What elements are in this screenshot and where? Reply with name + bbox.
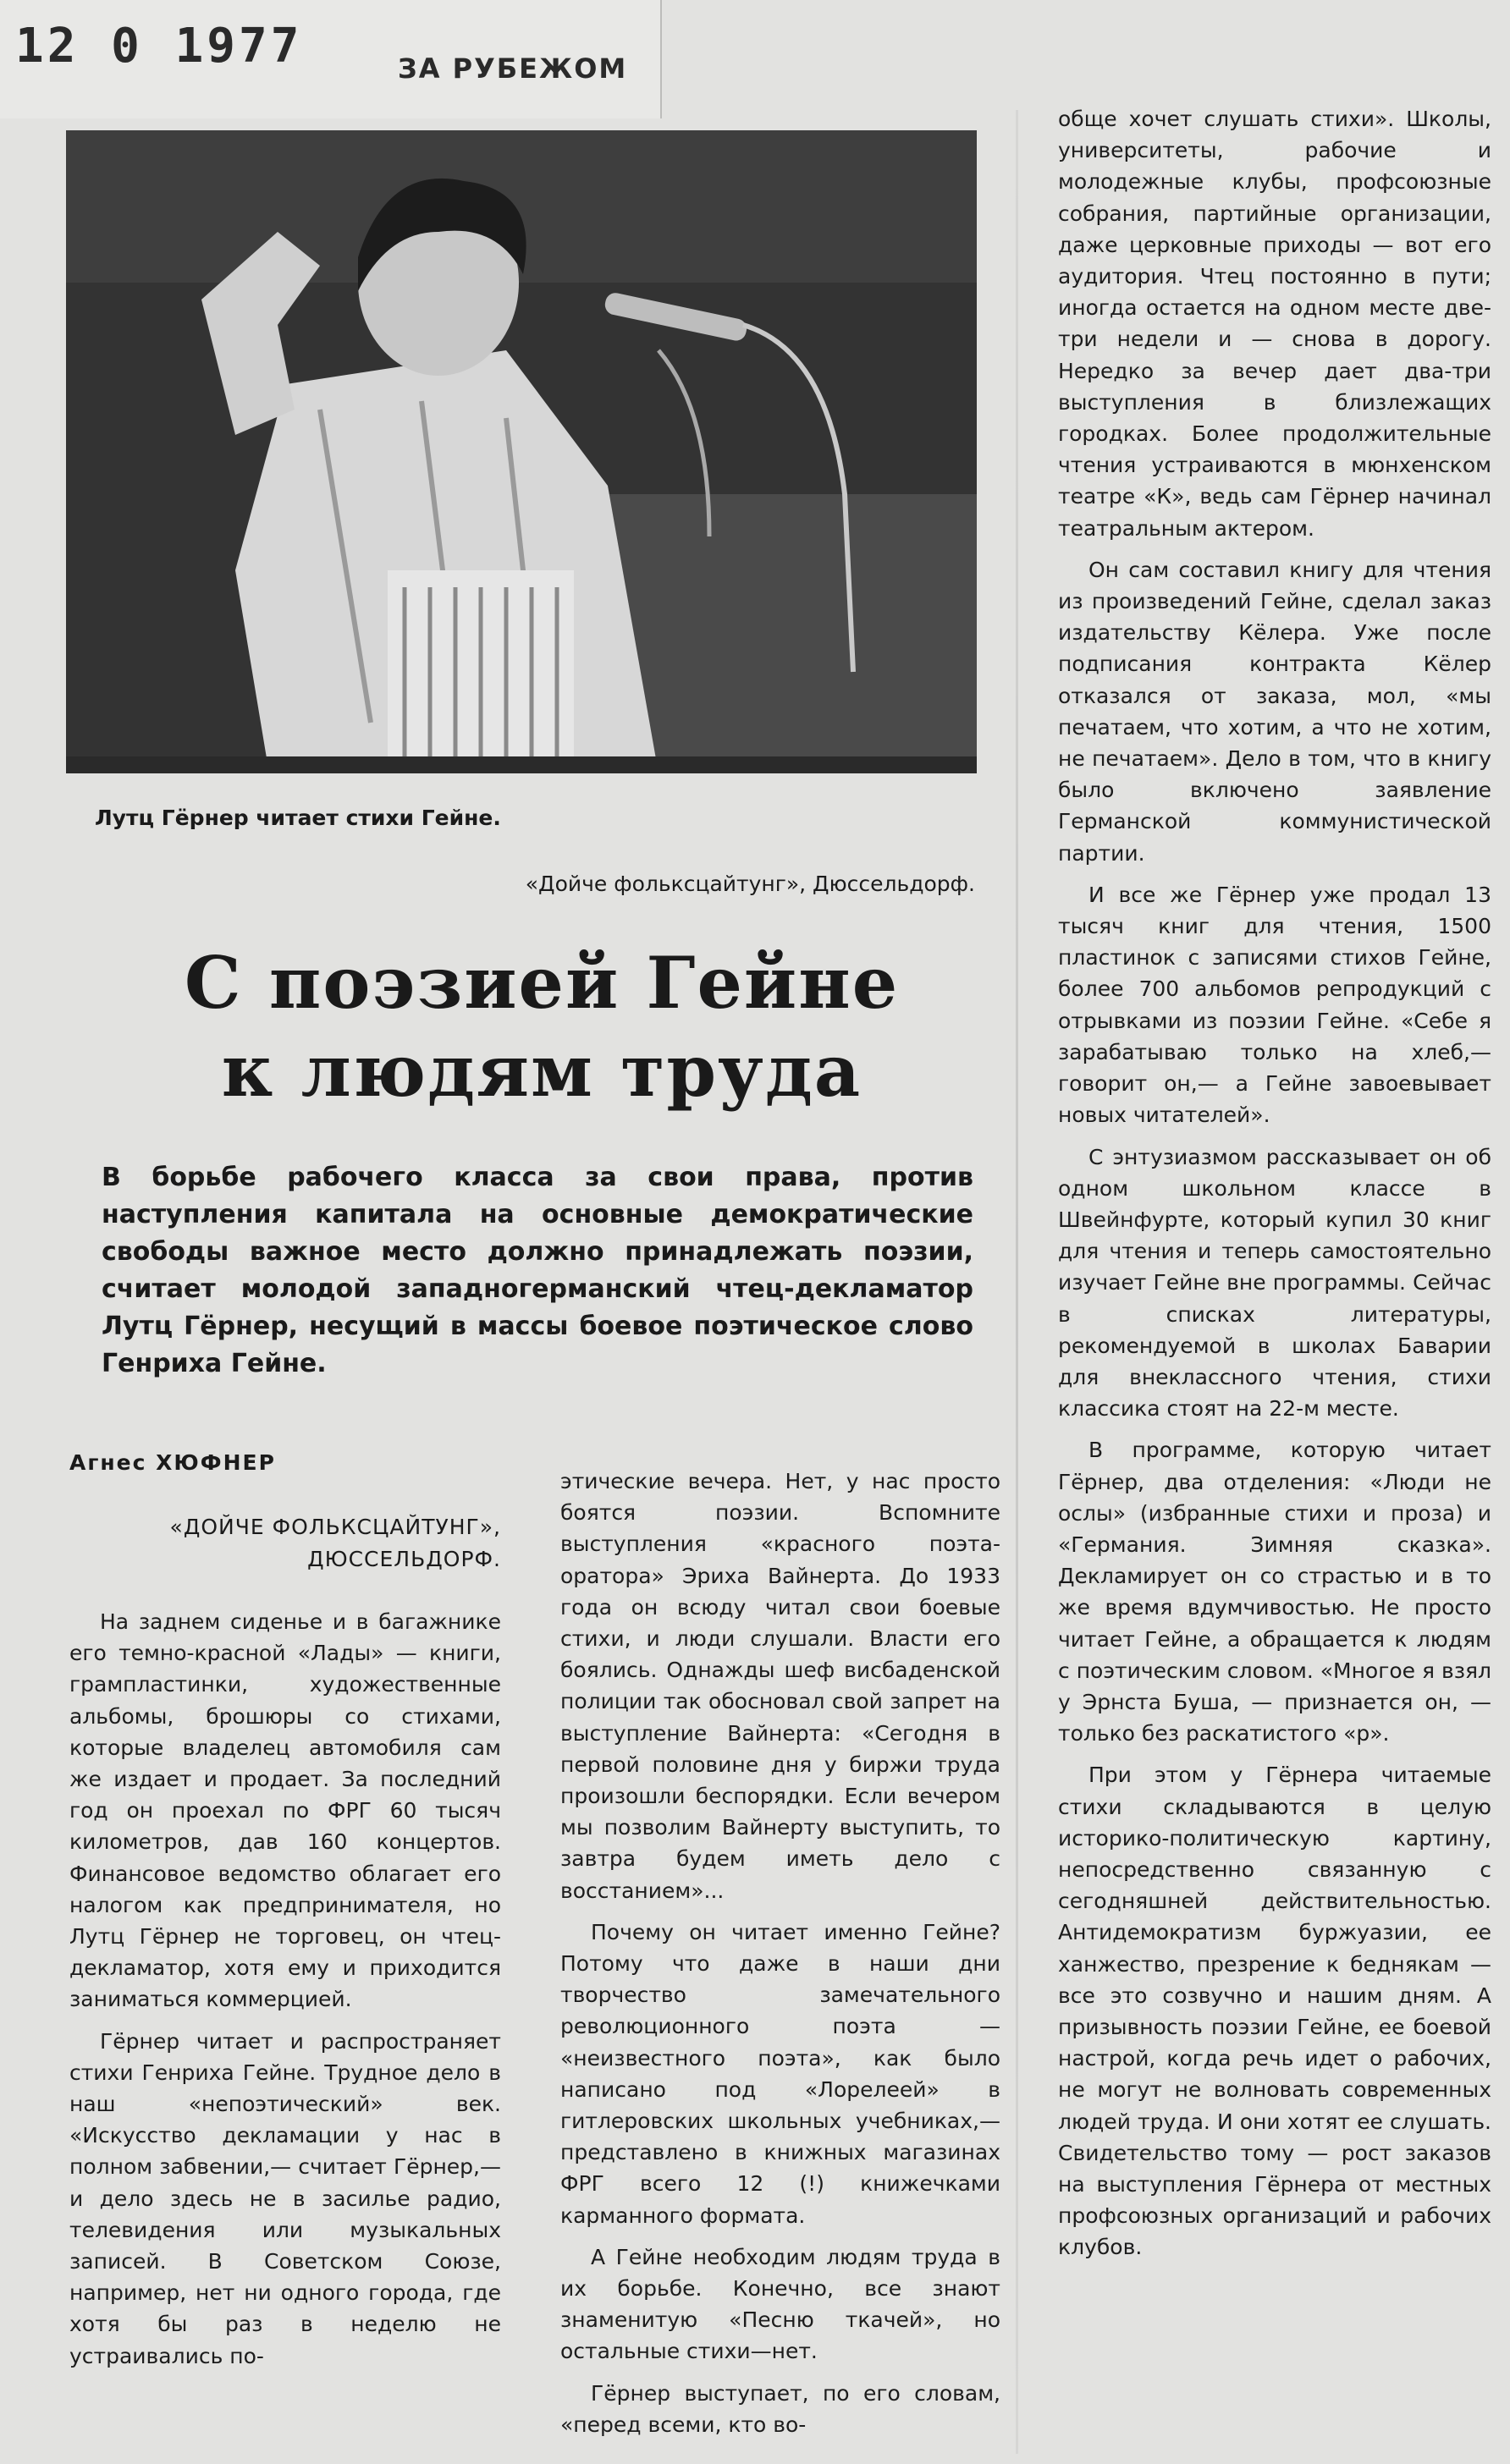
paragraph: Почему он читает именно Гейне? Потому что даже в наши дни творчество замечательного революционного поэта — «неизвестного поэта», как было написано под «Лорелеей» в гитлеровских школьных учебниках,— представлено в книжных магазинах ФРГ всего 12 (!) книжечками карманного формата. (560, 1919, 1000, 2228)
article-headline (127, 939, 956, 1115)
text-column-1 (69, 1606, 501, 2382)
headline-line-1: С поэзией Гейне (184, 941, 900, 1025)
text-column-2 (560, 1466, 1000, 2450)
paragraph: Гёрнер выступает, по его словам, «перед всеми, кто во- (560, 2380, 1000, 2437)
paragraph: обще хочет слушать стихи». Школы, университеты, рабочие и молодежные клубы, профсоюзные собрания, партийные организации, даже церковные приходы — вот его аудитория. Чтец постоянно в пути; иногда остается на одном месте две-три недели и — снова в дорогу. Нередко за вечер дает два-три выступления в близлежащих городках. Более продолжительные чтения устраиваются в мюнхенском театре «К», ведь сам Гёрнер начинал театральным актером. (1058, 107, 1491, 541)
text-column-3 (1058, 103, 1491, 2274)
article-source (69, 1511, 501, 1576)
paragraph: При этом у Гёрнера читаемые стихи складываются в целую историко-политическую картину, непосредственно связанную с сегодняшней действительностью. Антидемократизм буржуазии, ее ханжество, презрение к беднякам — все это созвучно и нашим дням. А призывность поэзии Гейне, ее боевой настрой, когда речь идет о рабочих, не могут не волновать современных людей труда. И они хотят ее слушать. Свидетельство тому — рост заказов на выступления Гёрнера от местных профсоюзных организаций и рабочих клубов. (1058, 1763, 1491, 2260)
article-lead: В борьбе рабочего класса за свои права, против наступления капитала на основные демократические свободы важное место должно принадлежать поэзии, считает молодой западногерманский чтец-декламатор Лутц Гёрнер, несущий в массы боевое поэтическое слово Генриха Гейне. (102, 1163, 973, 1378)
source-line-2: ДЮССЕЛЬДОРФ. (307, 1547, 501, 1571)
paragraph: В программе, которую читает Гёрнер, два отделения: «Люди не ослы» (избранные стихи и проза) и «Германия. Зимняя сказка». Декламирует он со страстью и в то же время вдумчивостью. Не просто читает Гейне, а обращается к людям с поэтическим словом. «Многое я взял у Эрнста Буша, — признается он, — только без раскатистого «р». (1058, 1438, 1492, 1746)
date-stamp: 12 0 1977 (15, 19, 303, 74)
paragraph: И все же Гёрнер уже продал 13 тысяч книг для чтения, 1500 пластинок с записями стихов Гейне, более 700 альбомов репродукций с отрывками из поэзии Гейне. «Себе я зарабатываю только на хлеб,— говорит он,— а Гейне завоевывает новых читателей». (1058, 882, 1491, 1128)
paragraph: Он сам составил книгу для чтения из произведений Гейне, сделал заказ издательству Кёлера. Уже после подписания контракта Кёлер отказался от заказа, мол, «мы печатаем, что хотим, а что не хотим, не печатаем». Дело в том, что в книгу было включено заявление Германской коммунистической партии. (1058, 557, 1491, 866)
paper-fold (1016, 110, 1018, 2454)
reader-photo (66, 130, 977, 773)
photo-credit: «Дойче фольксцайтунг», Дюссельдорф. (525, 872, 975, 896)
clipping-header (0, 0, 662, 118)
section-stamp: ЗА РУБЕЖОМ (398, 52, 628, 85)
source-line-1: «ДОЙЧЕ ФОЛЬКСЦАЙТУНГ», (169, 1515, 501, 1539)
headline-line-2: к людям труда (221, 1029, 862, 1113)
paragraph: этические вечера. Нет, у нас просто боятся поэзии. Вспомните выступления «красного поэта-оратора» Эриха Вайнерта. До 1933 года он всюду читал свои боевые стихи, и люди слушали. Власти его боялись. Однажды шеф висбаденской полиции так обосновал свой запрет на выступление Вайнерта: «Сегодня в первой половине дня у биржи труда произошли беспорядки. Если вечером мы позволим Вайнерту выступить, то завтра будем иметь дело с восстанием»... (560, 1469, 1000, 1903)
paragraph: С энтузиазмом рассказывает он об одном школьном классе в Швейнфурте, который купил 30 книг для чтения и теперь самостоятельно изучает Гейне вне программы. Сейчас в списках литературы, рекомендуемой в школах Баварии для внеклассного чтения, стихи классика стоят на 22-м месте. (1058, 1144, 1491, 1422)
paragraph: А Гейне необходим людям труда в их борьбе. Конечно, все знают знаменитую «Песню ткачей», но остальные стихи—нет. (560, 2244, 1000, 2364)
reader-photo-illustration (66, 130, 977, 773)
article-author: Агнес ХЮФНЕР (69, 1450, 276, 1475)
paragraph: Гёрнер читает и распространяет стихи Генриха Гейне. Трудное дело в наш «непоэтический» век. «Искусство декламации у нас в полном забвении,— считает Гёрнер,— и дело здесь не в засилье радио, телевидения или музыкальных записей. В Советском Союзе, например, нет ни одного города, где хотя бы раз в неделю не устраивались по- (69, 2028, 501, 2368)
photo-caption: Лутц Гёрнер читает стихи Гейне. (95, 806, 501, 830)
paragraph: На заднем сиденье и в багажнике его темно-красной «Лады» — книги, грампластинки, художественные альбомы, брошюры со стихами, которые владелец автомобиля сам же издает и продает. За последний год он проехал по ФРГ 60 тысяч километров, дав 160 концертов. Финансовое ведомство облагает его налогом как предпринимателя, но Лутц Гёрнер не торговец, он чтец-декламатор, хотя ему и приходится заниматься коммерцией. (69, 1609, 501, 2012)
